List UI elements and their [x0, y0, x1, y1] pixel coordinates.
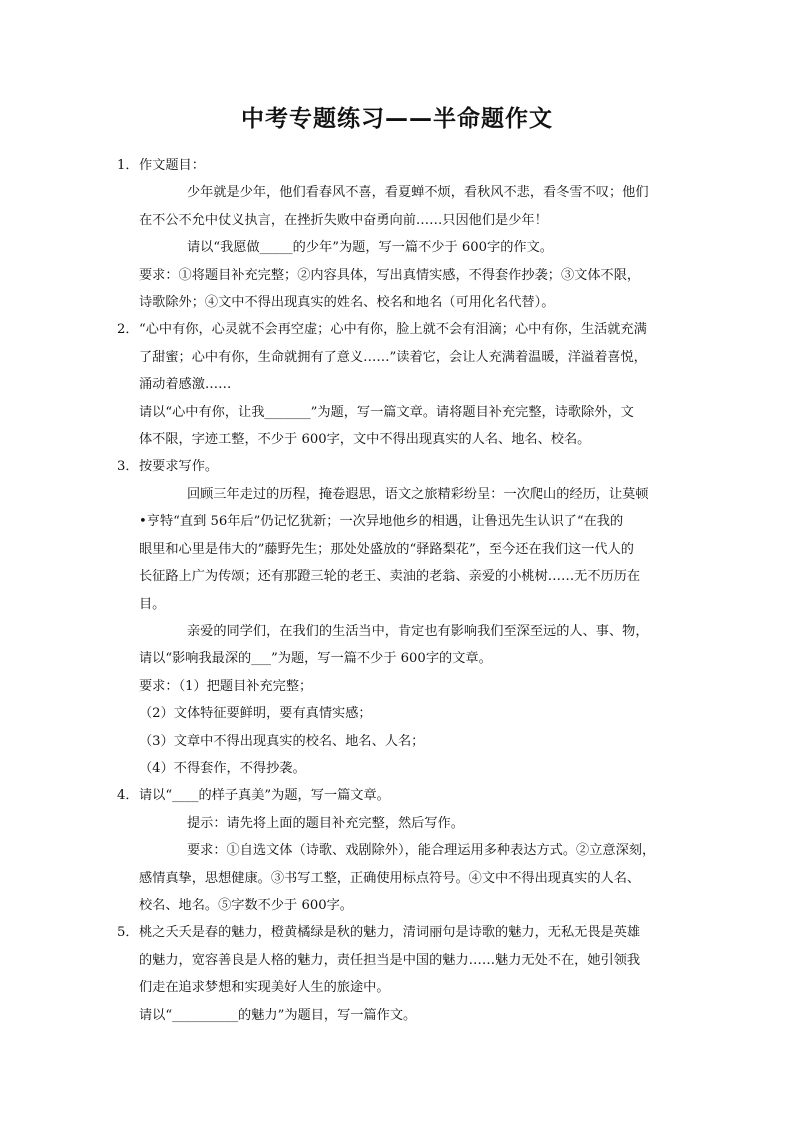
paragraph-line: 了甜蜜；心中有你，生命就拥有了意义……”读着它，会让人充满着温暖，洋溢着喜悦， — [139, 349, 647, 365]
question-number: 2． — [117, 322, 139, 338]
paragraph-line: 眼里和心里是伟大的”藤野先生；那处处盛放的“驿路梨花”，至今还在我们这一代人的 — [139, 541, 634, 557]
tip-line: 提示：请先将上面的题目补充完整，然后写作。 — [187, 815, 464, 831]
document-body — [117, 152, 677, 1029]
requirement-line: 校名、地名。⑤字数不少于 600字。 — [139, 897, 353, 913]
paragraph-line: 桃之夭夭是春的魅力，橙黄橘绿是秋的魅力，清词丽句是诗歌的魅力，无私无畏是英雄 — [139, 925, 641, 941]
question-1 — [117, 152, 677, 316]
requirement-line: （4）不得套作，不得抄袭。 — [139, 760, 306, 776]
paragraph-line: 们走在追求梦想和实现美好人生的旅途中。 — [139, 980, 390, 996]
question-number: 3． — [117, 459, 139, 475]
prompt-line: 请以“__________的魅力”为题目，写一篇作文。 — [139, 1007, 417, 1023]
paragraph-line: 少年就是少年，他们看春风不喜，看夏蝉不烦，看秋风不悲，看冬雪不叹；他们 — [187, 185, 649, 201]
document-title: 中考专题练习——半命题作文 — [241, 106, 553, 132]
question-4 — [117, 782, 677, 919]
question-5 — [117, 919, 677, 1029]
requirement-line: 要求：①将题目补充完整；②内容具体，写出真情实感，不得套作抄袭；③文体不限， — [139, 267, 641, 283]
prompt-line: 请以“____的样子真美”为题，写一篇文章。 — [139, 788, 390, 804]
question-2 — [117, 316, 677, 453]
requirement-line: 感情真挚，思想健康。③书写工整，正确使用标点符号。④文中不得出现真实的人名、 — [139, 870, 641, 886]
paragraph-line: “心中有你，心灵就不会再空虚；心中有你，脸上就不会有泪滴；心中有你，生活就充满 — [139, 322, 647, 338]
paragraph-line: 回顾三年走过的历程，掩卷遐思，语文之旅精彩纷呈：一次爬山的经历，让莫顿 — [187, 486, 649, 502]
question-number: 5． — [117, 925, 139, 941]
paragraph-line: 的魅力，宽容善良是人格的魅力，责任担当是中国的魅力……魅力无处不在，她引领我 — [139, 952, 641, 968]
paragraph-line: •亨特“直到 56年后”仍记忆犹新；一次异地他乡的相遇，让鲁迅先生认识了“在我的 — [139, 514, 624, 530]
prompt-line: 请以“影响我最深的___”为题，写一篇不少于 600字的文章。 — [139, 651, 492, 667]
question-heading: 作文题目： — [139, 158, 205, 173]
requirement-line: （2）文体特征要鲜明，要有真情实感； — [139, 706, 372, 722]
prompt-line: 请以“我愿做_____的少年”为题，写一篇不少于 600字的作文。 — [187, 240, 553, 256]
paragraph-line: 目。 — [139, 596, 166, 612]
paragraph-line: 在不公不允中仗义执言，在挫折失败中奋勇向前……只因他们是少年！ — [139, 212, 548, 228]
prompt-line: 请以“心中有你，让我_______”为题，写一篇文章。请将题目补充完整，诗歌除外，文 — [139, 404, 634, 420]
requirement-line: 要求：①自选文体（诗歌、戏剧除外），能合理运用多种表达方式。②立意深刻， — [187, 843, 656, 859]
paragraph-line: 长征路上广为传颂；还有那蹬三轮的老王、卖油的老翁、亲爱的小桃树……无不历历在 — [139, 569, 641, 585]
question-3 — [117, 453, 677, 782]
requirement-line: （3）文章中不得出现真实的校名、地名、人名； — [139, 733, 425, 749]
question-number: 4． — [117, 788, 139, 804]
question-heading: 按要求写作。 — [139, 459, 219, 475]
prompt-line: 体不限，字迹工整，不少于 600字，文中不得出现真实的人名、地名、校名。 — [139, 432, 591, 448]
paragraph-line: 亲爱的同学们，在我们的生活当中，肯定也有影响我们至深至远的人、事、物， — [187, 623, 649, 639]
paragraph-line: 涌动着感激…… — [139, 377, 232, 393]
requirement-line: 诗歌除外；④文中不得出现真实的姓名、校名和地名（可用化名代替）。 — [139, 295, 555, 311]
question-number: 1． — [117, 158, 139, 173]
requirement-line: 要求：（1）把题目补充完整； — [139, 678, 313, 694]
